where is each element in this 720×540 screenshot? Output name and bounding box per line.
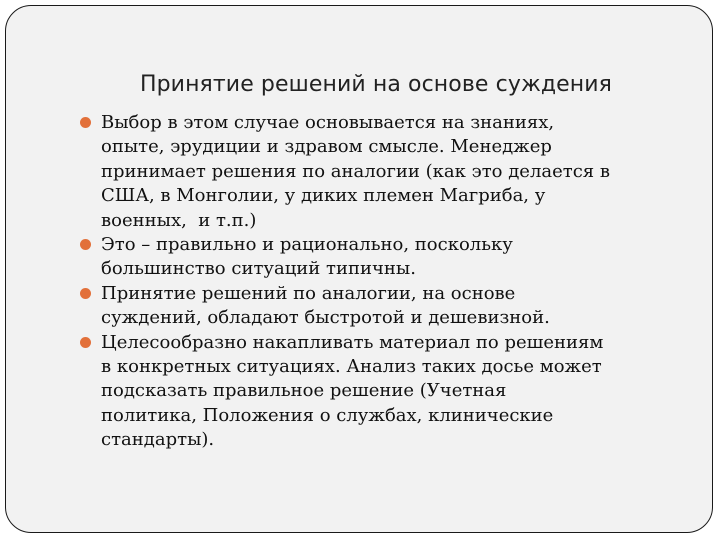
slide-title: Принятие решений на основе суждения bbox=[139, 72, 613, 97]
bullet-text bbox=[101, 233, 690, 282]
bullet-icon bbox=[80, 239, 91, 250]
bullet-text bbox=[101, 282, 690, 331]
text-line: большинство ситуаций типичны. bbox=[101, 258, 416, 280]
list-item bbox=[80, 331, 690, 453]
bullet-icon bbox=[80, 117, 91, 128]
text-line: Выбор в этом случае основывается на знаниях, bbox=[101, 112, 555, 133]
bullet-text bbox=[101, 111, 690, 233]
bullet-list bbox=[80, 111, 690, 453]
text-line: США, в Монголии, у диких племен Магриба, у bbox=[101, 185, 546, 207]
bullet-icon bbox=[80, 288, 91, 299]
list-item bbox=[80, 233, 690, 282]
bullet-icon bbox=[80, 337, 91, 348]
text-line: Принятие решений по аналогии, на основе bbox=[101, 282, 516, 304]
bullet-text bbox=[101, 331, 690, 453]
list-item bbox=[80, 282, 690, 331]
text-line: опыте, эрудиции и здравом смысле. Менеджер bbox=[101, 136, 552, 158]
text-line: в конкретных ситуациях. Анализ таких досье может bbox=[101, 356, 602, 378]
text-line: Это – правильно и рационально, поскольку bbox=[101, 234, 513, 256]
list-item bbox=[80, 111, 690, 233]
text-line: политика, Положения о службах, клинические bbox=[101, 404, 554, 426]
text-line: суждений, обладают быстротой и дешевизной. bbox=[101, 307, 550, 329]
text-line: Целесообразно накапливать материал по решениям bbox=[101, 331, 604, 353]
text-line: стандарты). bbox=[101, 429, 215, 451]
text-line: принимает решения по аналогии (как это делается в bbox=[101, 160, 611, 182]
text-line: военных, и т.п.) bbox=[101, 209, 257, 231]
text-line: подсказать правильное решение (Учетная bbox=[101, 380, 507, 402]
